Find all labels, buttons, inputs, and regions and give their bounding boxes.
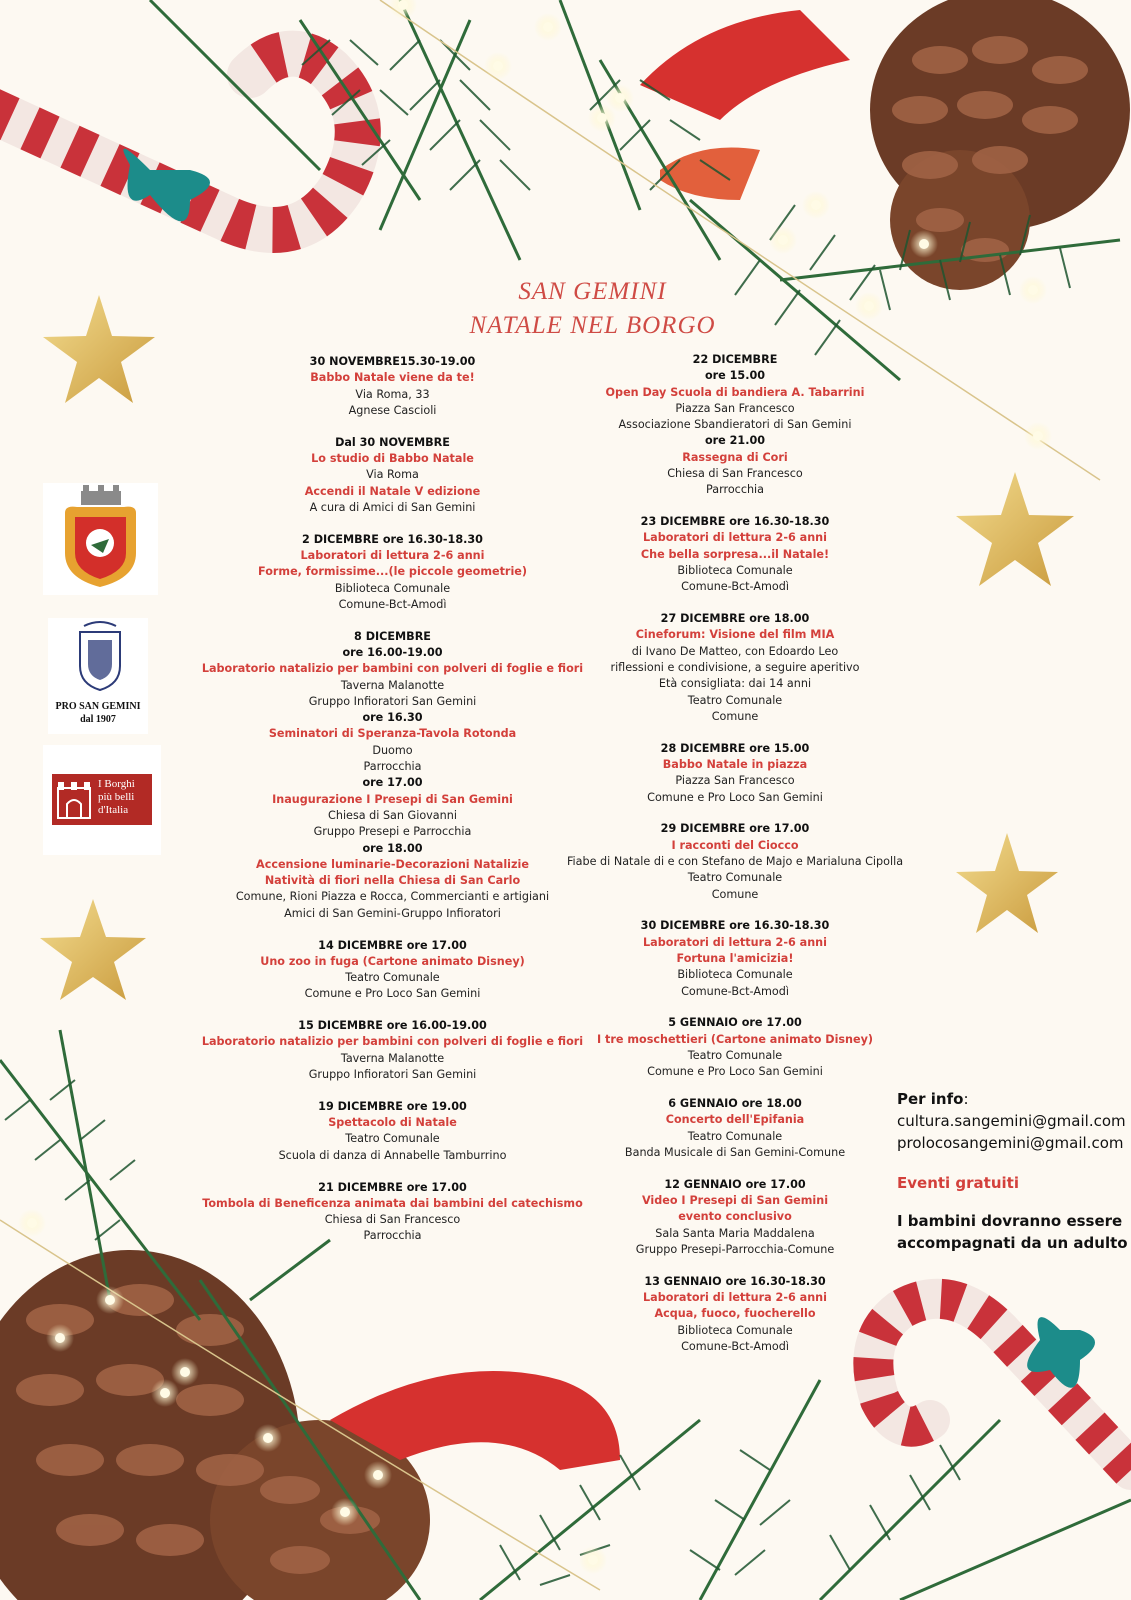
event-detail: Comune-Bct-Amodì [681, 580, 789, 594]
children-note-line2: accompagnati da un adulto [897, 1234, 1128, 1252]
poster-title-line2: NATALE NEL BORGO [469, 312, 716, 339]
event-detail: Duomo [372, 743, 413, 757]
children-note-line1: I bambini dovranno essere [897, 1212, 1123, 1230]
info-colon: : [963, 1090, 969, 1108]
event-detail: Comune-Bct-Amodì [681, 984, 789, 998]
event-detail: Agnese Cascioli [348, 403, 437, 417]
borghi-line3: d'Italia [98, 804, 129, 816]
events-column-right [560, 352, 910, 1371]
event-entry [560, 514, 910, 595]
event-date: 19 DICEMBRE ore 19.00 [318, 1099, 467, 1113]
event-detail: Gruppo Presepi e Parrocchia [313, 825, 472, 839]
pro-san-gemini-logo [48, 618, 148, 734]
event-entry [195, 629, 590, 922]
event-detail: Biblioteca Comunale [677, 968, 793, 982]
event-detail: riflessioni e condivisione, a seguire aperitivo [610, 661, 860, 675]
event-detail: Chiesa di San Francesco [324, 1213, 461, 1227]
event-date: 12 GENNAIO ore 17.00 [664, 1177, 806, 1191]
event-entry [195, 1180, 590, 1245]
event-detail: Teatro Comunale [687, 693, 783, 707]
event-date: 22 DICEMBRE [692, 353, 778, 366]
event-detail: Gruppo Presepi-Parrocchia-Comune [635, 1242, 835, 1256]
event-detail: Biblioteca Comunale [334, 581, 451, 595]
event-date: ore 15.00 [704, 369, 766, 383]
event-detail: Via Roma [366, 468, 419, 482]
info-label: Per info [897, 1090, 964, 1108]
event-detail: Comune e Pro Loco San Gemini [647, 1065, 823, 1079]
event-detail: Taverna Malanotte [340, 678, 445, 692]
event-date: Dal 30 NOVEMBRE [335, 435, 450, 449]
event-detail: Comune e Pro Loco San Gemini [304, 987, 481, 1001]
event-entry [560, 741, 910, 806]
event-entry [560, 1177, 910, 1258]
event-title: Laboratori di lettura 2-6 anni [643, 531, 827, 545]
event-detail: Comune [711, 709, 759, 723]
pro-loco-shield-icon [48, 618, 148, 700]
event-detail: Parrocchia [705, 483, 765, 497]
event-date: 13 GENNAIO ore 16.30-18.30 [644, 1274, 826, 1288]
star-icon [956, 472, 1074, 586]
event-title: Inaugurazione I Presepi di San Gemini [272, 792, 513, 806]
event-detail: Gruppo Infioratori San Gemini [308, 1068, 477, 1082]
event-detail: Taverna Malanotte [340, 1051, 445, 1065]
ribbon-top-icon [640, 10, 850, 120]
event-title: I tre moschettieri (Cartone animato Disney) [596, 1032, 874, 1046]
children-accompanied-note [897, 1210, 1129, 1254]
event-title: Natività di fiori nella Chiesa di San Carlo [264, 874, 521, 888]
event-detail: Associazione Sbandieratori di San Gemini [618, 418, 852, 432]
event-entry [560, 821, 910, 902]
free-events-note: Eventi gratuiti [897, 1174, 1019, 1192]
event-detail: Comune-Bct-Amodì [338, 597, 447, 611]
event-date: 8 DICEMBRE [354, 629, 431, 643]
event-date: ore 17.00 [362, 776, 423, 790]
event-detail: Comune [711, 887, 759, 901]
event-detail: Parrocchia [363, 760, 422, 774]
candy-cane-bottom-right-icon [873, 1299, 1131, 1470]
event-date: 30 NOVEMBRE15.30-19.00 [309, 355, 476, 368]
event-title: Accendi il Natale V edizione [304, 484, 481, 498]
event-entry [560, 918, 910, 999]
event-detail: Teatro Comunale [345, 971, 440, 985]
event-title: Open Day Scuola di bandiera A. Tabarrini [605, 385, 865, 399]
event-detail: Fiabe di Natale di e con Stefano de Majo e Marialuna Cipolla [566, 855, 904, 869]
event-detail: Piazza San Francesco [675, 774, 795, 788]
event-title: Seminatori di Speranza-Tavola Rotonda [268, 727, 517, 741]
event-detail: Gruppo Infioratori San Gemini [308, 694, 477, 708]
event-title: I racconti del Ciocco [671, 838, 799, 852]
event-date: 6 GENNAIO ore 18.00 [668, 1097, 802, 1111]
event-date: 2 DICEMBRE ore 16.30-18.30 [302, 532, 483, 546]
event-date: 21 DICEMBRE ore 17.00 [318, 1180, 467, 1194]
event-entry [560, 1096, 910, 1161]
event-date: 27 DICEMBRE ore 18.00 [660, 612, 810, 626]
event-entry [195, 938, 590, 1003]
event-detail: Amici di San Gemini-Gruppo Infioratori [284, 906, 501, 920]
event-date: ore 18.00 [362, 841, 423, 855]
borghi-line1: I Borghi [98, 778, 135, 790]
event-title: Laboratori di lettura 2-6 anni [643, 935, 827, 949]
event-title: Rassegna di Cori [682, 450, 788, 464]
event-title: Babbo Natale viene da te! [310, 371, 475, 385]
borghi-text [98, 778, 135, 817]
pine-cone-top-right-icon [870, 0, 1130, 290]
event-detail: Biblioteca Comunale [677, 564, 793, 578]
event-detail: Comune e Pro Loco San Gemini [647, 790, 823, 804]
borghi-piu-belli-italia-logo [43, 745, 161, 855]
event-entry [560, 611, 910, 725]
event-entry [195, 1099, 590, 1164]
event-date: ore 21.00 [704, 434, 766, 448]
info-heading [897, 1088, 1129, 1110]
event-entry [560, 352, 910, 499]
event-entry [560, 1274, 910, 1355]
info-email-proloco[interactable]: prolocosangemini@gmail.com [897, 1134, 1124, 1152]
event-detail: Età consigliata: dai 14 anni [658, 677, 812, 691]
castle-gate-icon [52, 774, 96, 825]
event-detail: Chiesa di San Francesco [667, 467, 803, 481]
borghi-line2: più belli [98, 791, 135, 803]
event-detail: Teatro Comunale [687, 1048, 783, 1062]
event-title: Spettacolo di Natale [328, 1116, 457, 1130]
event-title: Laboratori di lettura 2-6 anni [643, 1291, 827, 1305]
event-detail: Comune-Bct-Amodì [681, 1339, 789, 1353]
event-date: 5 GENNAIO ore 17.00 [668, 1016, 802, 1030]
pro-san-gemini-since: dal 1907 [80, 714, 116, 725]
event-detail: Chiesa di San Giovanni [328, 808, 457, 822]
star-icon [40, 899, 146, 1000]
star-icon [956, 833, 1058, 933]
events-column-left [195, 354, 590, 1260]
event-title: Forme, formissime...(le piccole geometrie) [258, 565, 527, 579]
event-title: Cineforum: Visione del film MIA [635, 628, 835, 642]
event-detail: di Ivano De Matteo, con Edoardo Leo [631, 644, 839, 658]
event-detail: A cura di Amici di San Gemini [309, 500, 476, 514]
event-detail: Comune, Rioni Piazza e Rocca, Commercianti e artigiani [235, 890, 550, 904]
event-title: Video I Presepi di San Gemini [641, 1194, 829, 1208]
event-date: 28 DICEMBRE ore 15.00 [660, 741, 810, 755]
event-date: 23 DICEMBRE ore 16.30-18.30 [640, 515, 830, 529]
event-title: Laboratorio natalizio per bambini con polveri di foglie e fiori [201, 662, 584, 676]
event-title: Accensione luminarie-Decorazioni Natalizie [256, 857, 529, 871]
event-detail: Biblioteca Comunale [677, 1323, 793, 1337]
event-date: 30 DICEMBRE ore 16.30-18.30 [640, 919, 830, 933]
event-title: Tombola di Beneficenza animata dai bambini del catechismo [202, 1196, 583, 1210]
info-block [897, 1088, 1129, 1254]
event-date: ore 16.30 [362, 711, 423, 725]
event-entry [195, 1018, 590, 1083]
event-date: ore 16.00-19.00 [342, 645, 443, 659]
event-detail: Parrocchia [363, 1229, 422, 1243]
event-title: Laboratorio natalizio per bambini con polveri di foglie e fiori [201, 1035, 584, 1049]
event-entry [560, 1015, 910, 1080]
event-title: Concerto dell'Epifania [665, 1113, 805, 1127]
event-detail: Banda Musicale di San Gemini-Comune [624, 1145, 846, 1159]
star-icon [43, 295, 155, 403]
event-title: evento conclusivo [678, 1210, 792, 1224]
event-title: Laboratori di lettura 2-6 anni [300, 548, 485, 562]
event-title: Che bella sorpresa...il Natale! [640, 547, 830, 561]
event-entry [195, 532, 590, 613]
san-gemini-coat-of-arms-logo [43, 483, 158, 595]
event-title: Acqua, fuoco, fuocherello [654, 1307, 816, 1321]
poster-title-line1: SAN GEMINI [518, 278, 667, 305]
info-email-cultura[interactable]: cultura.sangemini@gmail.com [897, 1112, 1126, 1130]
pro-san-gemini-label: PRO SAN GEMINI [55, 701, 141, 712]
candy-cane-top-left-icon [0, 54, 358, 230]
event-date: 14 DICEMBRE ore 17.00 [318, 938, 467, 952]
event-date: 15 DICEMBRE ore 16.00-19.00 [298, 1019, 487, 1033]
event-detail: Teatro Comunale [687, 1129, 783, 1143]
event-detail: Piazza San Francesco [675, 401, 795, 415]
event-detail: Via Roma, 33 [355, 387, 430, 401]
event-title: Fortuna l'amicizia! [676, 952, 794, 965]
event-entry [195, 354, 590, 419]
event-detail: Teatro Comunale [687, 871, 783, 885]
event-title: Uno zoo in fuga (Cartone animato Disney) [260, 954, 525, 968]
event-title: Lo studio di Babbo Natale [311, 451, 474, 465]
coat-of-arms-icon [43, 483, 158, 595]
event-detail: Scuola di danza di Annabelle Tamburrino [278, 1148, 507, 1162]
event-title: Babbo Natale in piazza [662, 758, 808, 772]
event-date: 29 DICEMBRE ore 17.00 [660, 822, 810, 836]
event-detail: Teatro Comunale [345, 1132, 440, 1146]
event-detail: Sala Santa Maria Maddalena [655, 1226, 815, 1240]
event-entry [195, 435, 590, 516]
